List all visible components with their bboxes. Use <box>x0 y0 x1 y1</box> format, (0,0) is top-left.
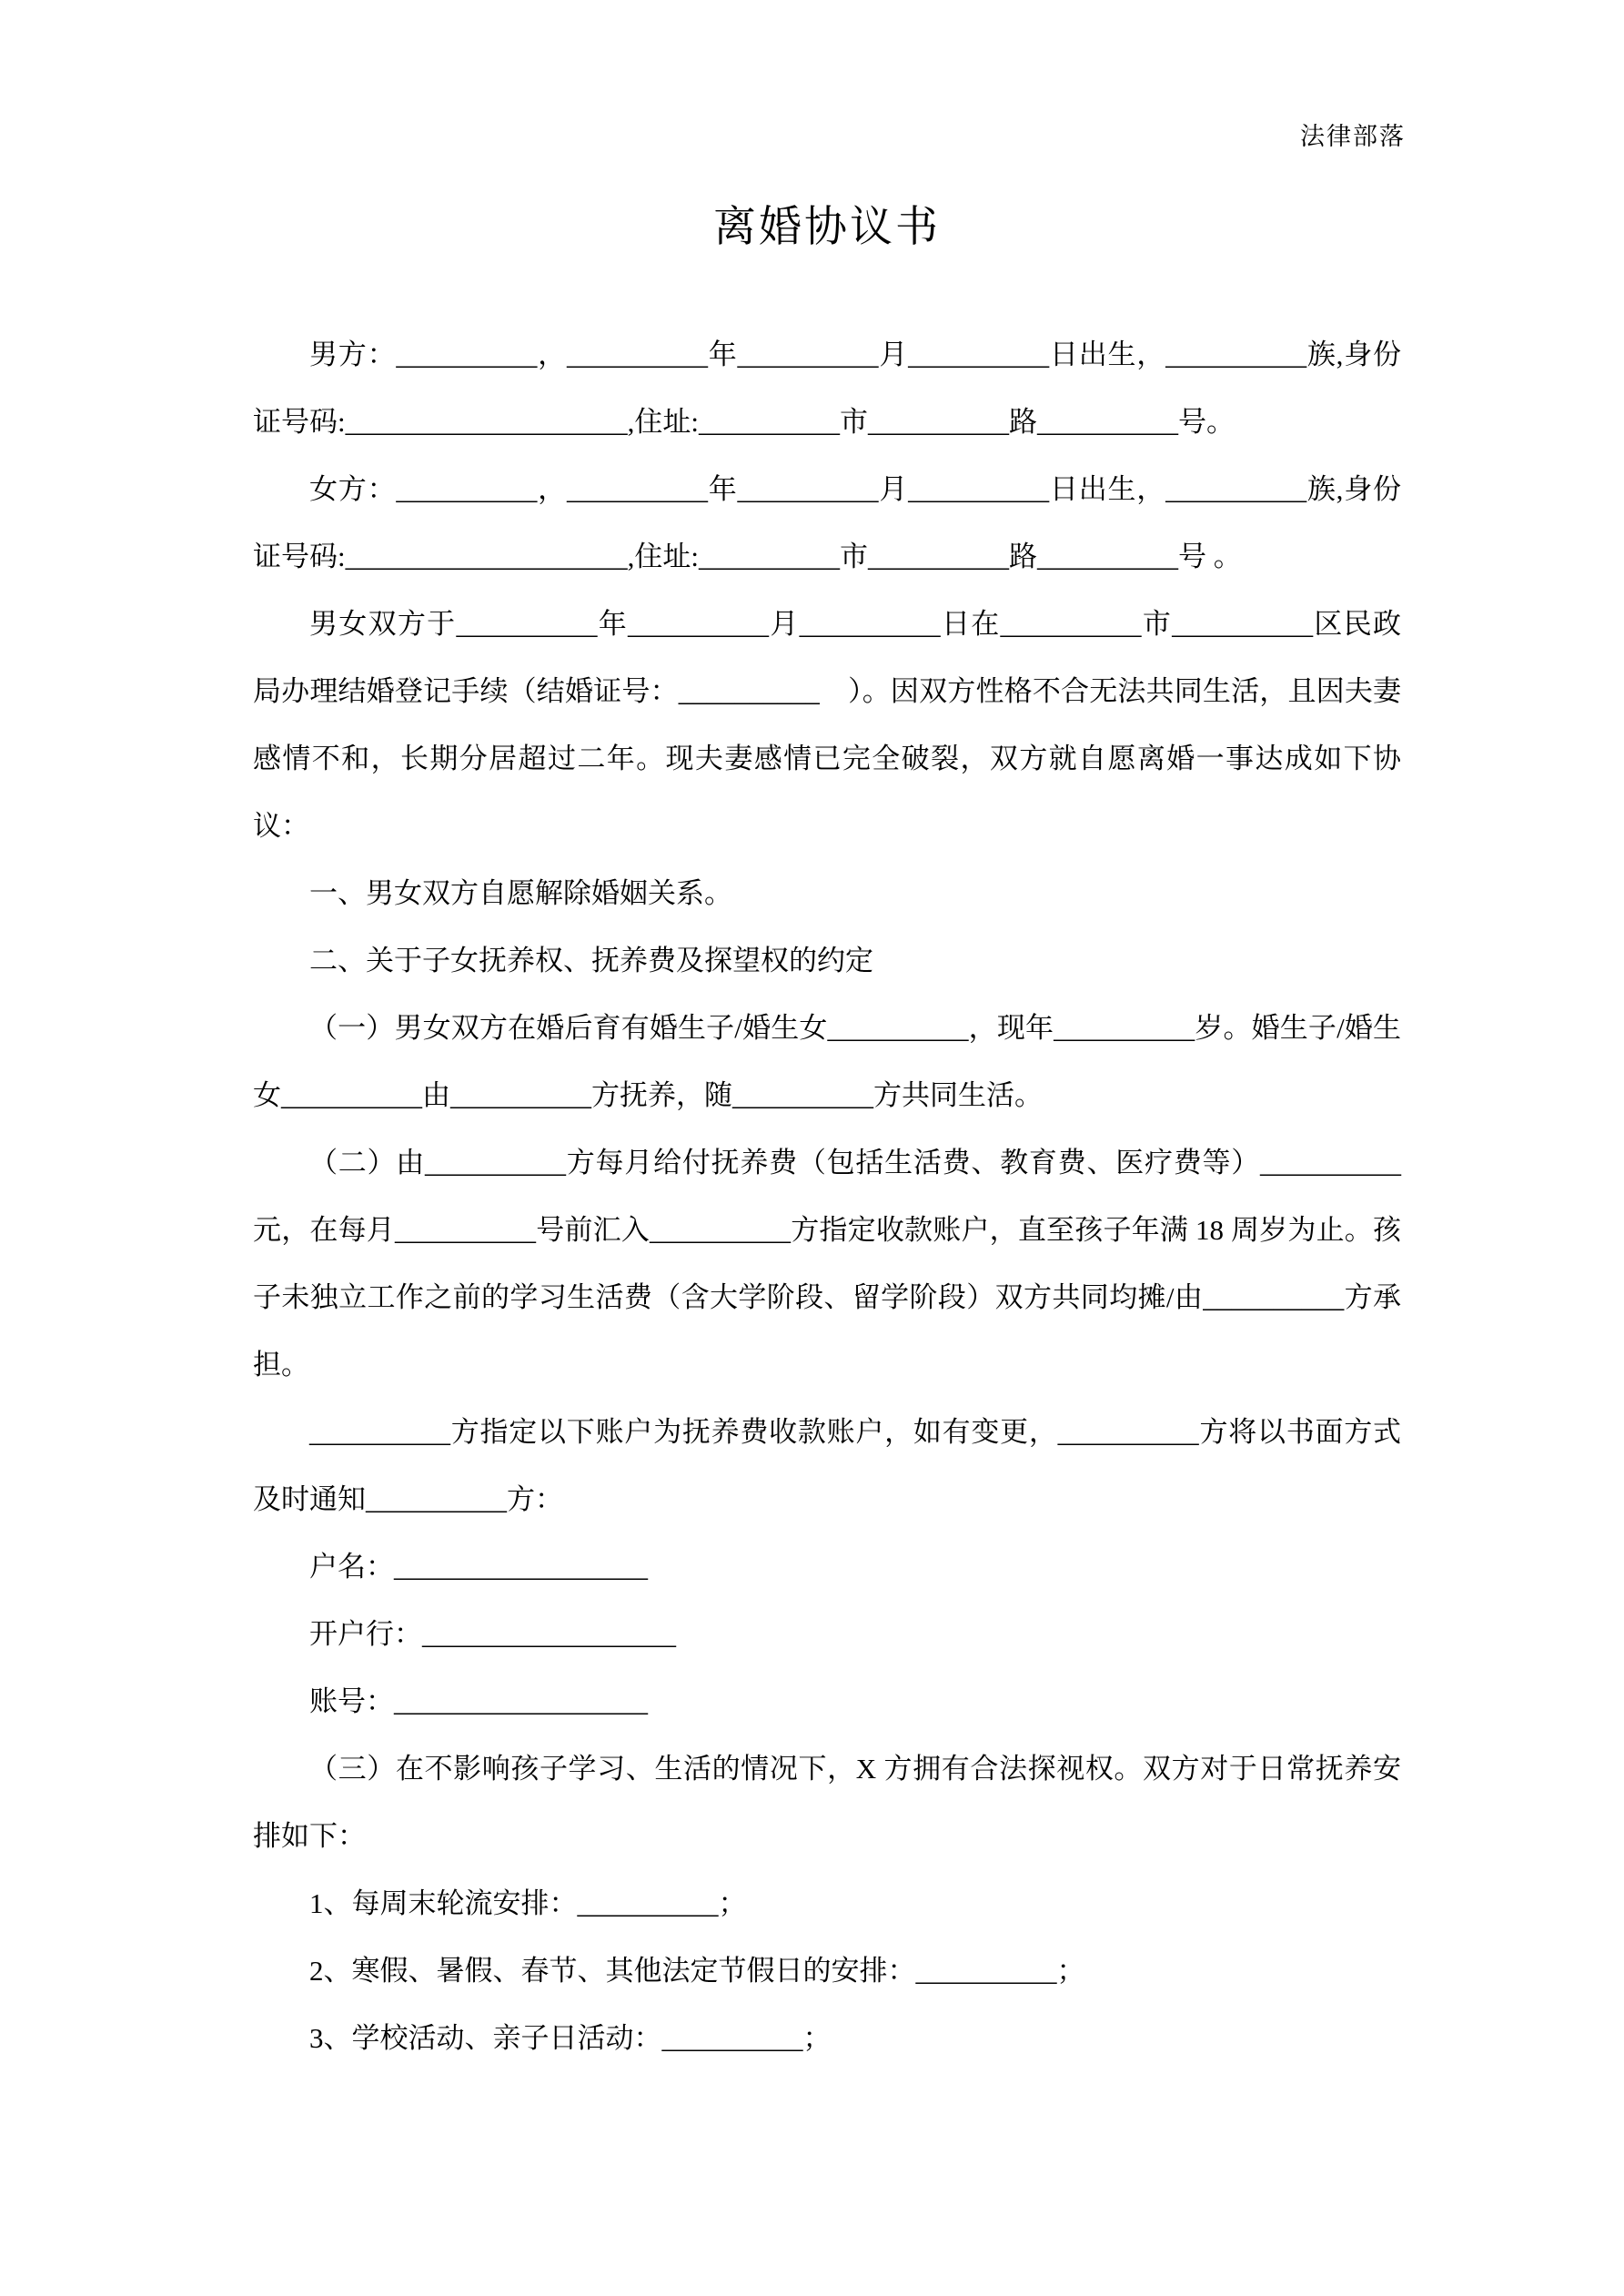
clause-2-2-child-support-payment: （二）由__________方每月给付抚养费（包括生活费、教育费、医疗费等）__________元，在每月__________号前汇入__________方指定收款账户，直至孩子年满 18 周岁为止。孩子未独立工作之前的学习生活费（含大学阶段、留学阶段）双方共同均摊/由__________方承担。 <box>253 1147 1401 1381</box>
account-holder-line: 户名：__________________ <box>309 1551 648 1583</box>
clause-2-2-account-notice: __________方指定以下账户为抚养费收款账户，如有变更，__________方将以书面方式及时通知__________方： <box>253 1416 1401 1516</box>
visitation-item-3-school-events: 3、学校活动、亲子日活动：__________； <box>309 2022 832 2055</box>
document-body <box>253 321 1401 2072</box>
paragraph-husband-info: 男方：__________，__________年__________月__________日出生，__________族,身份证号码:____________________,住址:__________市__________路__________号。 <box>253 339 1401 439</box>
clause-2-3-visitation-rights: （三）在不影响孩子学习、生活的情况下，X 方拥有合法探视权。双方对于日常抚养安排如下： <box>253 1753 1401 1853</box>
account-number-line: 账号：__________________ <box>309 1685 648 1718</box>
document-title: 离婚协议书 <box>713 204 941 251</box>
visitation-item-1-weekends: 1、每周末轮流安排：__________； <box>309 1887 747 1920</box>
paragraph-wife-info: 女方：__________，__________年__________月__________日出生，__________族,身份证号码:____________________,住址:__________市__________路__________号 。 <box>253 473 1401 573</box>
visitation-item-2-holidays: 2、寒假、暑假、春节、其他法定节假日的安排：__________； <box>309 1955 1085 1988</box>
paragraph-marriage-registration: 男女双方于__________年__________月__________日在__________市__________区民政局办理结婚登记手续（结婚证号：__________ ）。因双方性格不合无法共同生活，且因夫妻感情不和，长期分居超过二年。现夫妻感情已完全破裂，双方就自愿离婚一事达成如下协议： <box>253 608 1401 843</box>
clause-2-1-child-custody: （一）男女双方在婚后育有婚生子/婚生女__________，现年__________岁。婚生子/婚生女__________由__________方抚养，随__________方共同生活。 <box>253 1012 1401 1112</box>
clause-1-divorce-agreement: 一、男女双方自愿解除婚姻关系。 <box>309 877 732 910</box>
bank-name-line: 开户行：__________________ <box>309 1618 676 1651</box>
watermark: 法律部落 <box>1300 123 1406 150</box>
clause-2-heading-custody: 二、关于子女抚养权、抚养费及探望权的约定 <box>309 945 873 977</box>
